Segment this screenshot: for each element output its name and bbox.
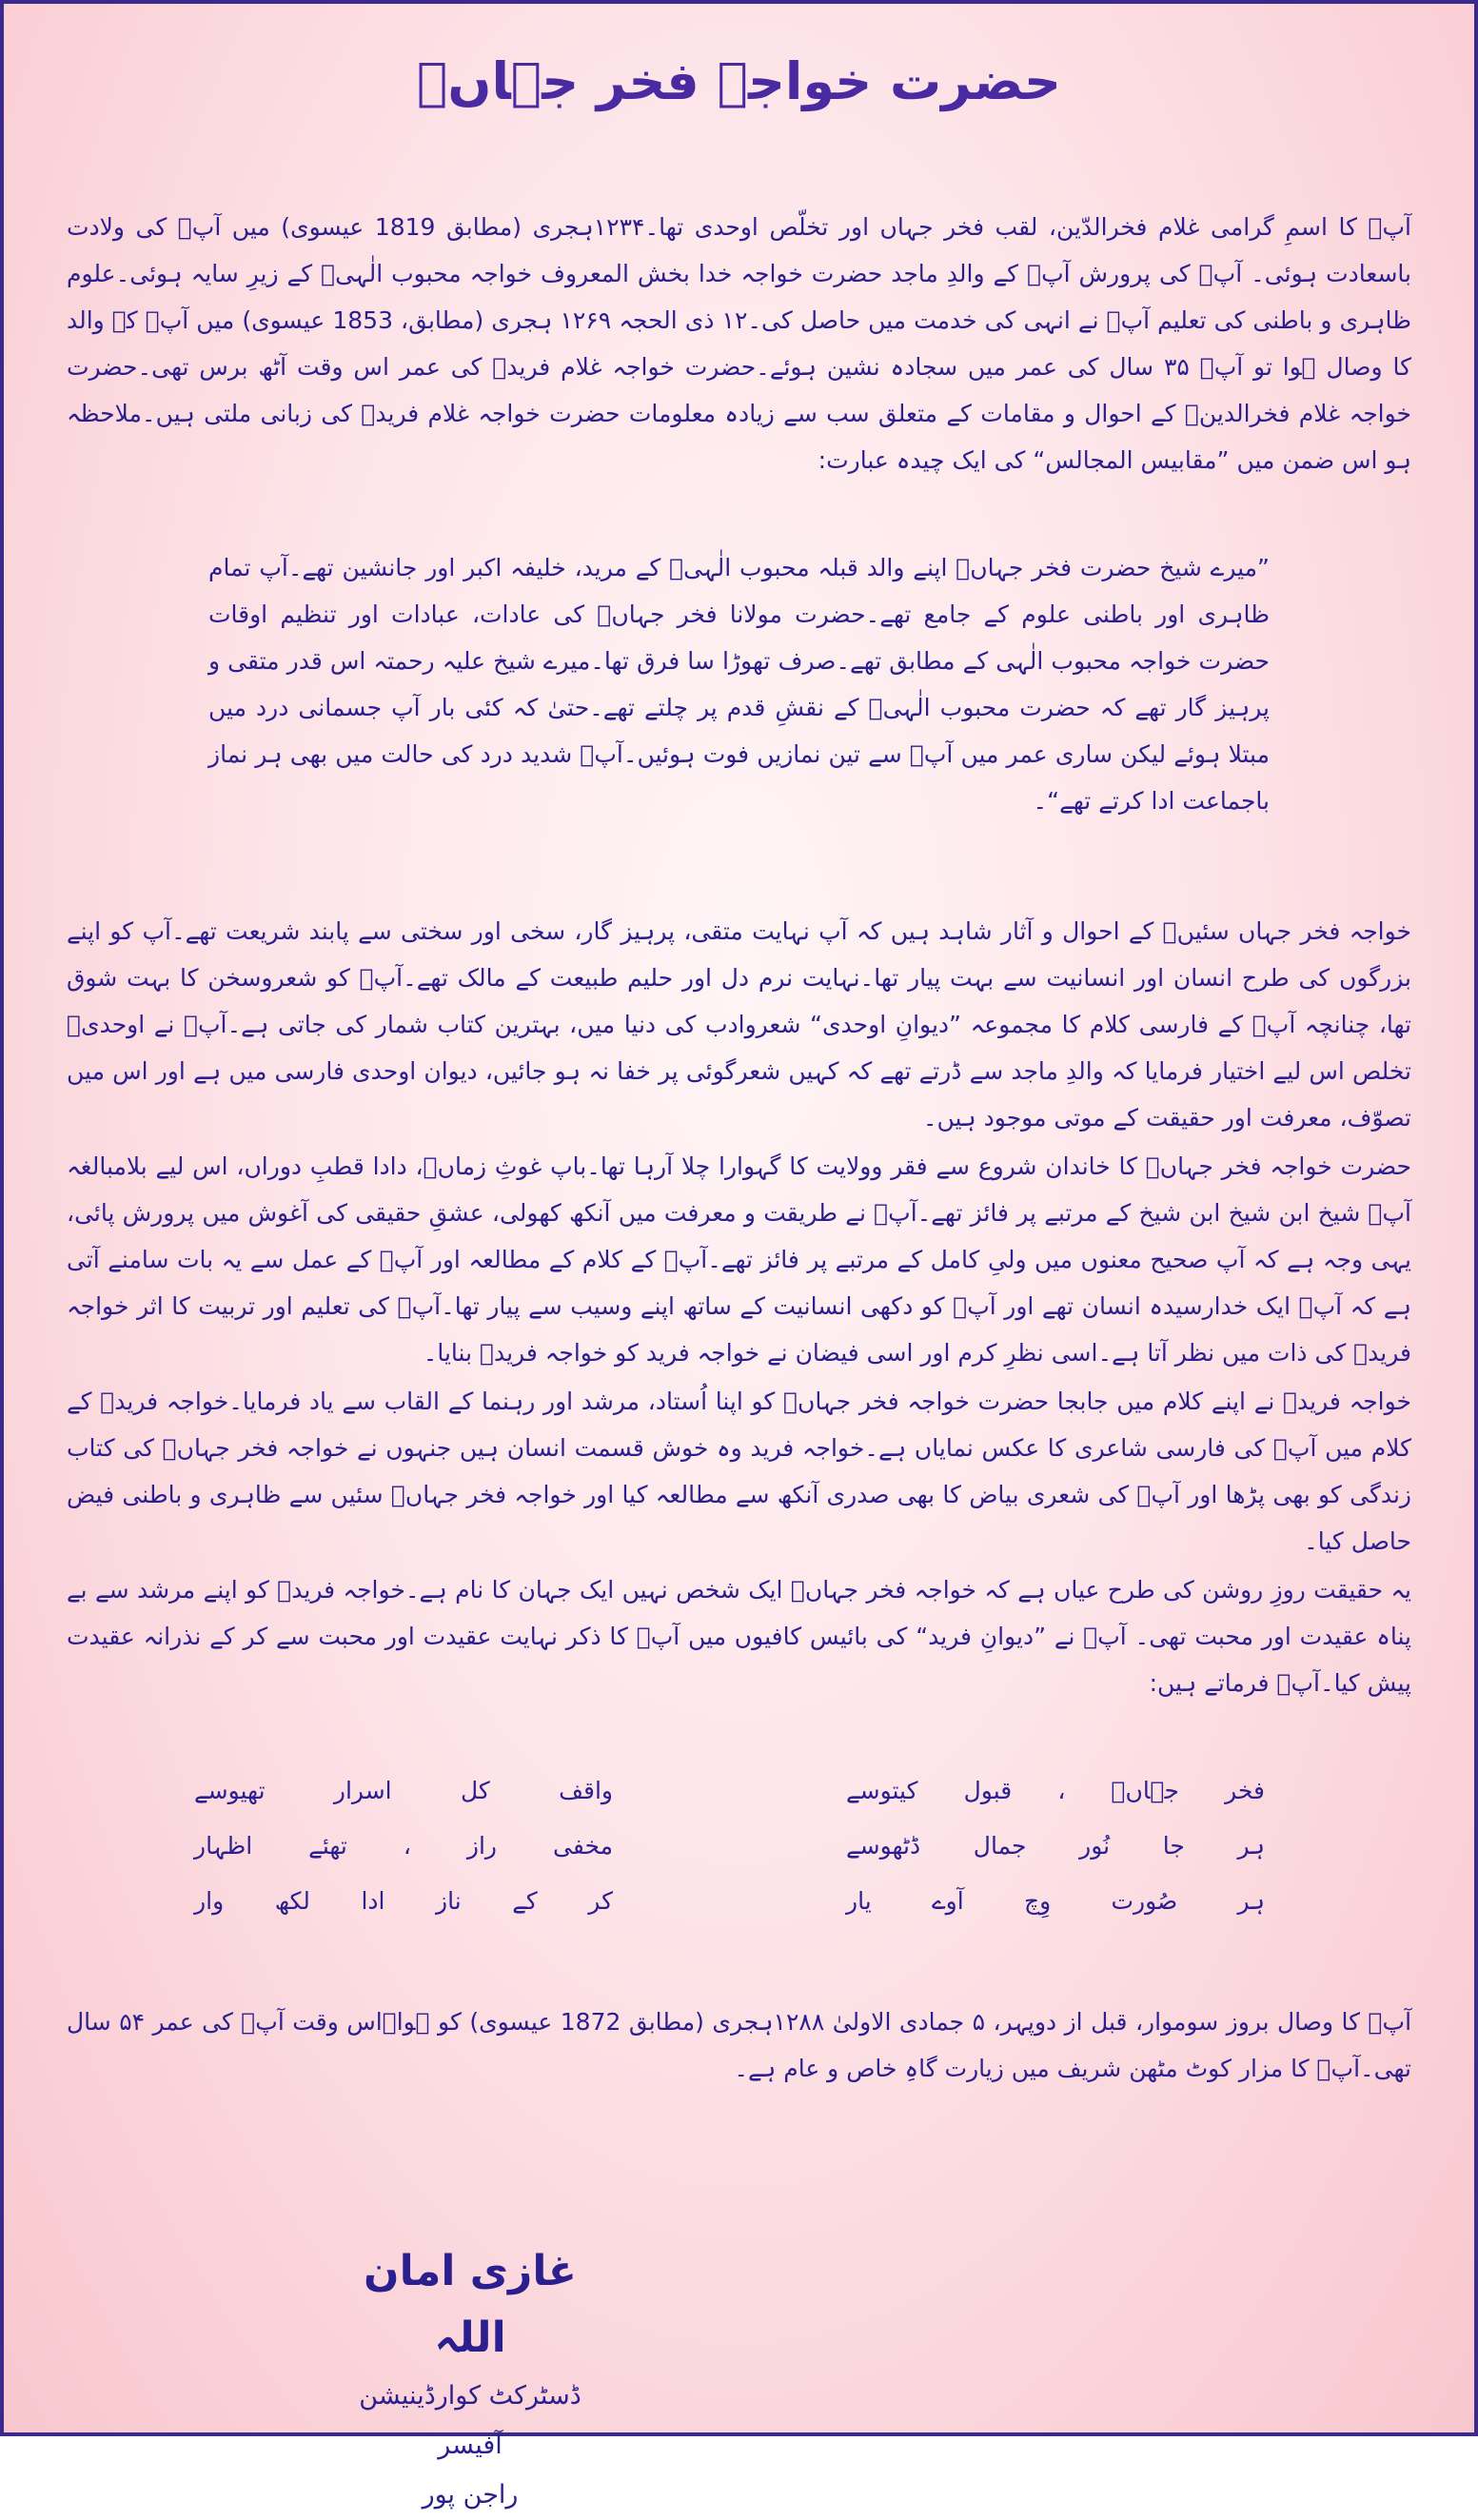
quote-text: ”میرے شیخ حضرت فخر جہاںؒ اپنے والد قبلہ محبوب الٰہیؒ کے مرید، خلیفہ اکبر اور جانشین تھے۔آپ تمام ظاہری اور باطنی علوم کے جامع تھے۔حضرت مولانا فخر جہاںؒ کی عادات، عبادات اور تنظیم اوقات حضرت خواجہ محبوب الٰہی کے مطابق تھے۔صرف تھوڑا سا فرق تھا۔میرے شیخ علیہ رحمتہ اس قدر متقی و پرہیز گار تھے کہ حضرت محبوب الٰہیؒ کے نقشِ قدم پر چلتے تھے۔حتیٰ کہ کئی بار آپ جسمانی درد میں مبتلا ہوئے لیکن ساری عمر میں آپؒ سے تین نمازیں فوت ہوئیں۔آپؒ شدید درد کی حالت میں بھی ہر نماز باجماعت ادا کرتے تھے“۔ xyxy=(208,554,1270,815)
poem-word: جمال xyxy=(973,1831,1027,1860)
body-section xyxy=(67,908,1411,1708)
poem-word: وار xyxy=(194,1886,225,1915)
verse-left xyxy=(194,1887,613,1915)
page-title: حضرت خواجہ فخر جہاںؒ xyxy=(417,51,1061,111)
poem-word: فخر xyxy=(1225,1776,1265,1804)
poem-word: اسرار xyxy=(333,1776,392,1804)
verse-right xyxy=(846,1832,1265,1860)
poem-word: صُورت xyxy=(1111,1886,1178,1915)
author-designation: ڈسٹرکٹ کوارڈینیشن آفیسر xyxy=(359,2381,581,2460)
poem-word: ادا xyxy=(361,1886,385,1915)
poem-word: کل xyxy=(460,1776,490,1804)
verse-right xyxy=(846,1887,1265,1915)
verse-left xyxy=(194,1832,613,1860)
intro-text: آپؒ کا اسمِ گرامی غلام فخرالدّین، لقب فخر جہاں اور تخلّص اوحدی تھا۔۱۲۳۴ہجری (مطابق 1819 عیسوی) میں آپؒ کی ولادت باسعادت ہوئی۔ آپؒ کی پرورش آپؒ کے والدِ ماجد حضرت خواجہ خدا بخش المعروف خواجہ محبوب الٰہیؒ کے زیرِ سایہ ہوئی۔علوم ظاہری و باطنی کی تعلیم آپؒ نے انہی کی خدمت میں حاصل کی۔۱۲ ذی الحجہ ۱۲۶۹ ہجری (مطابق، 1853 عیسوی) میں آپؒ کے والد کا وصال ہوا تو آپؒ ۳۵ سال کی عمر میں سجادہ نشین ہوئے۔حضرت خواجہ غلام فریدؒ کی عمر اس وقت آٹھ برس تھی۔حضرت خواجہ غلام فخرالدینؒ کے احوال و مقامات کے متعلق سب سے زیادہ معلومات حضرت خواجہ غلام فریدؒ کی زبانی ملتی ہیں۔ملاحظہ ہو اس ضمن میں ”مقابیس المجالس“ کی ایک چیدہ عبارت: xyxy=(67,213,1411,474)
poem-word: تھئے xyxy=(308,1831,347,1860)
poem-word: یار xyxy=(846,1886,872,1915)
poem-word: واقف xyxy=(559,1776,613,1804)
poem-word: ہر xyxy=(1237,1831,1265,1860)
outro-text: آپؒ کا وصال بروز سوموار، قبل از دوپہر، ۵ جمادی الاولیٰ ۱۲۸۸ہجری (مطابق 1872 عیسوی) کو ہوا۔اس وقت آپؒ کی عمر ۵۴ سال تھی۔آپؒ کا مزار کوٹ مٹھن شریف میں زیارت گاہِ خاص و عام ہے۔ xyxy=(67,2008,1412,2082)
poem-word: کر xyxy=(588,1886,613,1915)
poem-word: مخفی xyxy=(552,1831,613,1860)
author-location: راجن پور xyxy=(422,2480,519,2510)
verse-left xyxy=(194,1777,613,1804)
poem-word: جہاںؔ xyxy=(1111,1776,1179,1804)
poem-word: ، xyxy=(403,1831,411,1860)
poem-row xyxy=(194,1818,1265,1873)
quoted-passage xyxy=(208,544,1270,824)
intro-paragraph xyxy=(67,204,1411,483)
body-paragraph-2: حضرت خواجہ فخر جہاںؒ کا خاندان شروع سے فقر وولایت کا گہوارا چلا آرہا تھا۔باپ غوثِ زماںؒ، دادا قطبِ دوراں، اس لیے بلامبالغہ آپؒ شیخ ابن شیخ ابن شیخ کے مرتبے پر فائز تھے۔آپؒ نے طریقت و معرفت میں آنکھ کھولی، عشقِ حقیقی کی آغوش میں پرورش پائی، یہی وجہ ہے کہ آپ صحیح معنوں میں ولیِ کامل کے مرتبے پر فائز تھے۔آپؒ کے کلام کے مطالعہ اور آپؒ کے عمل سے یہ بات سامنے آتی ہے کہ آپؒ ایک خدارسیدہ انسان تھے اور آپؒ کو دکھی انسانیت کے ساتھ اپنے وسیب سے پیار تھا۔آپؒ کی تعلیم اور تربیت کا اثر خواجہ فریدؒ کی ذات میں نظر آتا ہے۔اسی نظرِ کرم اور اسی فیضان نے خواجہ فرید کو خواجہ فریدؒ بنایا۔ xyxy=(67,1152,1411,1367)
signature-block xyxy=(327,2238,613,2520)
poem-word: لکھ xyxy=(274,1886,310,1915)
poem-word: وِچ xyxy=(1023,1886,1052,1915)
poem-word: جا xyxy=(1162,1831,1185,1860)
poem-word: ڈٹھوسے xyxy=(846,1831,921,1860)
body-paragraph-4: یہ حقیقت روزِ روشن کی طرح عیاں ہے کہ خواجہ فخر جہاںؒ ایک شخص نہیں ایک جہان کا نام ہے۔خواجہ فریدؒ کو اپنے مرشد سے بے پناہ عقیدت اور محبت تھی۔ آپؒ نے ”دیوانِ فرید“ کی بائیس کافیوں میں آپؒ کا ذکر نہایت عقیدت اور محبت سے کر کے نذرانہ عقیدت پیش کیا۔آپؒ فرماتے ہیں: xyxy=(67,1576,1411,1697)
poem-word: ناز xyxy=(436,1886,462,1915)
poem-row xyxy=(194,1762,1265,1818)
poem-word: راز xyxy=(466,1831,497,1860)
poem-row xyxy=(194,1873,1265,1928)
body-paragraph-3: خواجہ فریدؒ نے اپنے کلام میں جابجا حضرت خواجہ فخر جہاںؒ کو اپنا اُستاد، مرشد اور رہنما کے القاب سے یاد فرمایا۔خواجہ فریدؒ کے کلام میں آپؒ کی فارسی شاعری کا عکس نمایاں ہے۔خواجہ فرید وہ خوش قسمت انسان ہیں جنہوں نے خواجہ فخر جہاںؒ کی کتاب زندگی کو بھی پڑھا اور آپؒ کی شعری بیاض کا بھی صدری آنکھ سے مطالعہ کیا اور خواجہ فخر جہاںؒ سئیں سے ظاہری و باطنی فیض حاصل کیا۔ xyxy=(67,1388,1411,1555)
author-name: غازی امان اللہ xyxy=(364,2247,577,2362)
poem-word: ، xyxy=(1057,1776,1066,1804)
closing-paragraph xyxy=(67,1998,1411,2092)
poem-word: قبول xyxy=(963,1776,1013,1804)
poem-word: نُور xyxy=(1079,1831,1111,1860)
poem-word: کیتوسے xyxy=(846,1776,918,1804)
poem-word: کے xyxy=(512,1886,538,1915)
poem-word: آوے xyxy=(932,1886,964,1915)
verse-right xyxy=(846,1777,1265,1804)
body-paragraph-1: خواجہ فخر جہاں سئیںؒ کے احوال و آثار شاہد ہیں کہ آپ نہایت متقی، پرہیز گار، سخی اور سختی سے پابند شریعت تھے۔آپ کو اپنے بزرگوں کی طرح انسان اور انسانیت سے بہت پیار تھا۔نہایت نرم دل اور حلیم طبیعت کے مالک تھے۔آپؒ کو شعروسخن کا بہت شوق تھا، چنانچہ آپؒ کے فارسی کلام کا مجموعہ ”دیوانِ اوحدی“ شعروادب کی دنیا میں، بہترین کتاب شمار کی جاتی ہے۔آپؒ نے اوحدیؔ تخلص اس لیے اختیار فرمایا کہ والدِ ماجد سے ڈرتے تھے کہ کہیں شعرگوئی پر خفا نہ ہو جائیں، دیوان اوحدی فارسی میں ہے اور اس میں تصوّف، معرفت اور حقیقت کے موتی موجود ہیں۔ xyxy=(67,917,1411,1132)
poem-word: ہر xyxy=(1237,1886,1265,1915)
poem-verses xyxy=(194,1762,1265,1928)
poem-word: تھیوسے xyxy=(194,1776,266,1804)
poem-word: اظہار xyxy=(194,1831,253,1860)
